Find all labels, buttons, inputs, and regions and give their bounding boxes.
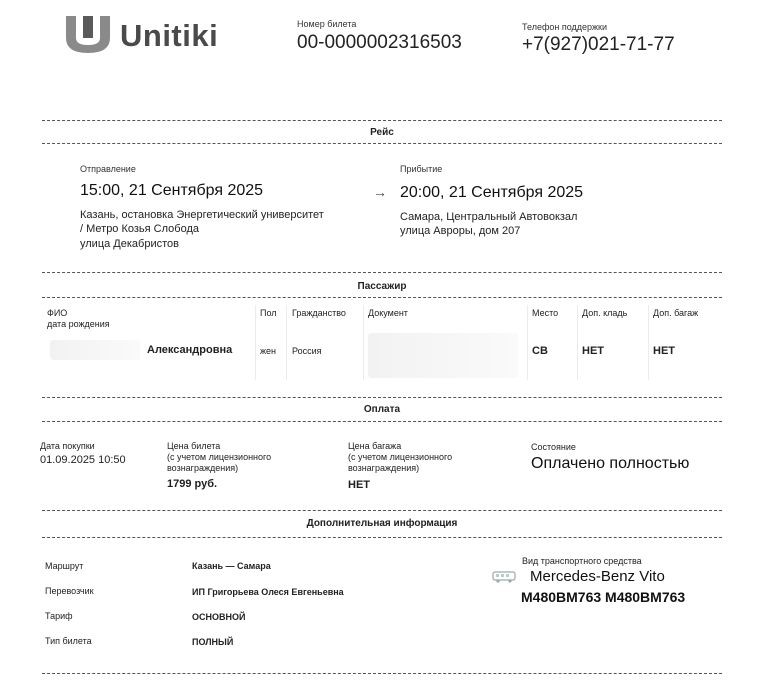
luggage-price-label [348,441,452,473]
column-divider [255,305,256,380]
redacted-document [368,333,518,378]
header-document: Документ [368,308,408,318]
arrival-place-line: улица Авроры, дом 207 [400,225,521,238]
header-birth: дата рождения [47,319,110,329]
vehicle-type-label: Вид транспортного средства [522,556,642,566]
divider [42,673,722,674]
passenger-hand-luggage: НЕТ [582,345,604,357]
passenger-section-title: Пассажир [357,281,407,292]
divider [42,297,722,298]
vehicle-model: Mercedes-Benz Vito [530,568,665,585]
ticket-number: 00-0000002316503 [297,32,462,53]
passenger-name: Александровна [147,344,233,356]
carrier-label: Перевозчик [45,586,94,596]
passenger-seat: СВ [532,345,548,357]
purchase-date-label: Дата покупки [40,441,95,451]
payment-status: Оплачено полностью [531,455,690,472]
payment-status-label: Состояние [531,442,576,452]
vehicle-plates: М480ВМ763 М480ВМ763 [521,589,686,605]
payment-section-title: Оплата [363,404,401,415]
passenger-sex: жен [260,346,276,356]
column-divider [286,305,287,380]
bag-label-line: Цена багажа [348,441,402,451]
arrival-place-line: Самара, Центральный Автовокзал [400,211,578,223]
ticket-type-label: Тип билета [45,636,92,646]
divider [42,272,722,273]
ticket-price: 1799 руб. [167,478,218,490]
trip-section-title: Рейс [370,127,394,138]
header-hand-luggage: Доп. кладь [582,308,628,318]
extra-section-title: Дополнительная информация [306,518,458,529]
arrival-place [400,210,577,239]
bus-icon [492,570,516,584]
passenger-luggage: НЕТ [653,345,675,357]
column-divider [527,305,528,380]
purchase-date: 01.09.2025 10:50 [40,454,126,466]
column-divider [577,305,578,380]
header-citizenship: Гражданство [292,308,346,318]
route-value: Казань — Самара [192,561,271,571]
brand-name: Unitiki [120,18,219,53]
bag-label-line: вознаграждения) [348,462,420,473]
redacted-name [50,340,140,360]
support-phone: +7(927)021-71-77 [522,34,675,55]
support-phone-label: Телефон поддержки [522,22,608,32]
unitiki-logo-icon [64,14,112,54]
divider [42,120,722,121]
ticket-type-value: ПОЛНЫЙ [192,637,234,647]
header-luggage: Доп. багаж [653,308,699,318]
departure-time: 15:00, 21 Сентября 2025 [80,182,264,199]
column-divider [648,305,649,380]
divider [42,421,722,422]
luggage-price: НЕТ [348,479,370,491]
header-sex: Пол [260,308,277,318]
header-name: ФИО [47,308,68,318]
bag-label-line: (с учетом лицензионного [348,451,453,462]
departure-place [80,208,324,251]
divider [42,510,722,511]
arrival-label: Прибытие [400,164,443,174]
tariff-label: Тариф [45,611,73,621]
arrow-right-icon: → [373,184,387,200]
ticket-number-label: Номер билета [297,19,357,29]
column-divider [363,305,364,380]
departure-label: Отправление [80,164,136,174]
divider [42,143,722,144]
divider [42,537,722,538]
header-seat: Место [532,308,559,318]
price-label-line: вознаграждения) [167,462,239,473]
passenger-citizenship: Россия [292,346,322,356]
carrier-value: ИП Григорьева Олеся Евгеньевна [192,587,344,597]
tariff-value: ОСНОВНОЙ [192,612,246,622]
ticket-price-label [167,441,271,473]
arrival-time: 20:00, 21 Сентября 2025 [400,184,584,201]
departure-place-line: улица Декабристов [80,237,179,250]
route-label: Маршрут [45,561,84,571]
departure-place-line: / Метро Козья Слобода [80,223,199,236]
price-label-line: Цена билета [167,441,221,451]
divider [42,397,722,398]
price-label-line: (с учетом лицензионного [167,451,272,462]
departure-place-line: Казань, остановка Энергетический университет [80,209,324,221]
